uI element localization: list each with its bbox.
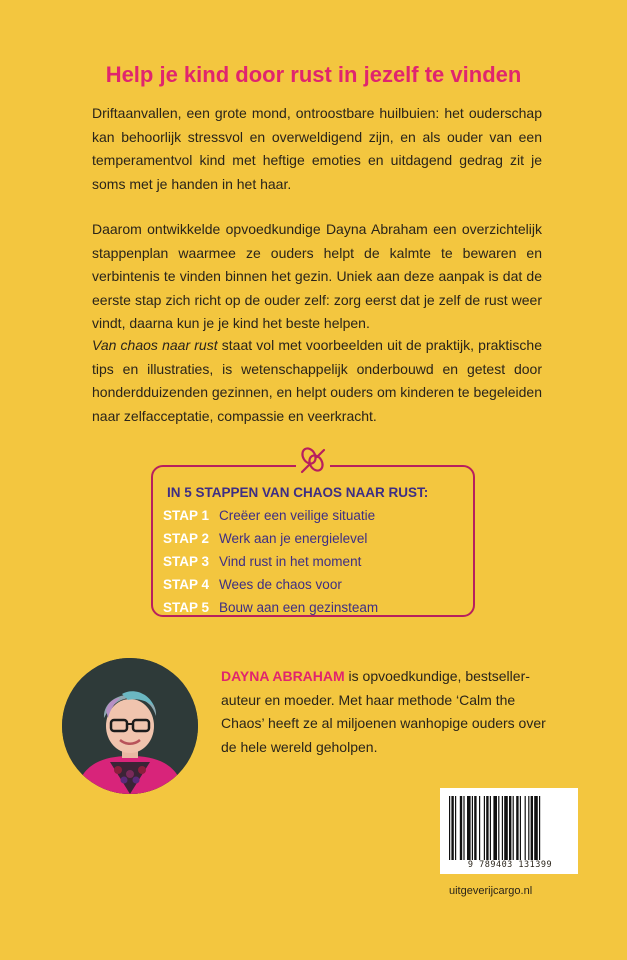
step-number: STAP 5 [163, 600, 210, 615]
step-item [163, 531, 367, 546]
author-bio-text: is opvoedkundige, bestsellerauteur en moeder. Met haar methode ‘Calm the Chaos’ heeft ze al miljoenen wanhopige ouders over de hele wereld geholpen. [221, 668, 546, 755]
publisher-website: uitgeverijcargo.nl [449, 885, 533, 897]
step-text: Werk aan je energielevel [219, 531, 368, 546]
method-paragraph: Daarom ontwikkelde opvoedkundige Dayna Abraham een overzichtelijk stappenplan waarmee ze ouders helpt de kalmte te bewaren en verbintenis te vinden binnen het gezin. Uniek aan deze aanpak is dat de eerste stap zich richt op de ouder zelf: zorg eerst dat je zelf de rust weer vindt, daarna kun je je kind het beste helpen. [92, 221, 542, 331]
author-bio [221, 665, 551, 759]
knot-ornament-icon [296, 444, 330, 478]
book-title-italic: Van chaos naar rust [92, 337, 218, 353]
isbn-barcode [440, 788, 578, 874]
author-name: DAYNA ABRAHAM [221, 668, 345, 684]
author-photo [62, 658, 198, 794]
step-number: STAP 3 [163, 554, 210, 569]
isbn-number: 9 789403 131399 [467, 860, 553, 870]
step-number: STAP 1 [163, 508, 210, 523]
step-number: STAP 4 [163, 577, 210, 592]
step-item [163, 600, 378, 615]
step-text: Creëer een veilige situatie [219, 508, 376, 523]
book-paragraph [92, 334, 542, 428]
barcode-bars [449, 796, 571, 862]
intro-paragraph: Driftaanvallen, een grote mond, ontroostbare huilbuien: het ouderschap kan behoorlijk stressvol en overweldigend zijn, en als ouder van een temperamentvol kind met heftige emoties en uitdagend gedrag zit je soms met je handen in het haar. [92, 105, 542, 192]
book-paragraph-text: staat vol met voorbeelden uit de praktijk, praktische tips en illustraties, is wetenschappelijk onderbouwd en getest door honderdduizenden gezinnen, en helpt ouders om kinderen te begeleiden naar zelfacceptatie, compassie en veerkracht. [92, 337, 542, 424]
step-item [163, 508, 375, 523]
steps-heading: IN 5 STAPPEN VAN CHAOS NAAR RUST: [167, 485, 429, 500]
step-item [163, 577, 342, 592]
step-text: Wees de chaos voor [219, 577, 342, 592]
steps-box [151, 465, 475, 617]
step-text: Vind rust in het moment [219, 554, 362, 569]
step-text: Bouw aan een gezinsteam [219, 600, 379, 615]
back-cover-title: Help je kind door rust in jezelf te vinden [105, 62, 522, 87]
step-number: STAP 2 [163, 531, 210, 546]
step-item [163, 554, 361, 569]
